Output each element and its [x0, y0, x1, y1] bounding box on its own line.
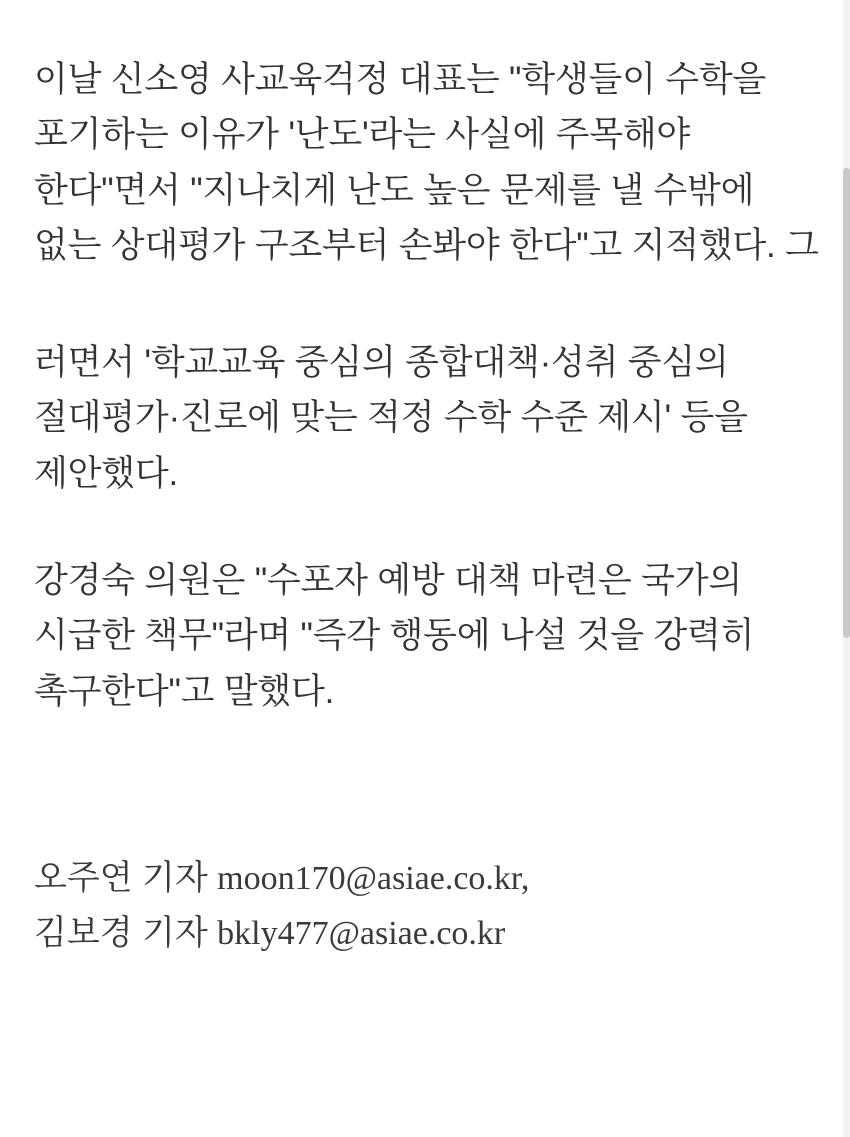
byline-reporter-1	[34, 851, 820, 906]
byline-spacer	[34, 719, 820, 851]
byline-reporter-2	[34, 906, 820, 961]
reporter-email[interactable]: moon170@asiae.co.kr,	[217, 859, 530, 897]
reporter-name: 김보경 기자	[34, 914, 208, 953]
paragraph-spacer	[34, 501, 820, 553]
article-paragraph-1: 이날 신소영 사교육걱정 대표는 "학생들이 수학을 포기하는 이유가 '난도'라는 사실에 주목해야 한다"면서 "지나치게 난도 높은 문제를 낼 수밖에 없는 상대평가 구조부터 손봐야 한다"고 지적했다. 그	[34, 60, 819, 265]
vertical-scrollbar-track[interactable]	[843, 0, 850, 1137]
vertical-scrollbar-thumb[interactable]	[843, 168, 850, 638]
article-paragraph-2: 러면서 '학교교육 중심의 종합대책·성취 중심의 절대평가·진로에 맞는 적정 수학 수준 제시' 등을 제안했다.	[34, 343, 748, 493]
reporter-name: 오주연 기자	[34, 858, 208, 897]
article-paragraph-3: 강경숙 의원은 "수포자 예방 대책 마련은 국가의 시급한 책무"라며 "즉각 행동에 나설 것을 강력히 촉구한다"고 말했다.	[34, 561, 755, 711]
paragraph-spacer	[34, 273, 820, 335]
reporter-email[interactable]: bkly477@asiae.co.kr	[217, 915, 506, 953]
